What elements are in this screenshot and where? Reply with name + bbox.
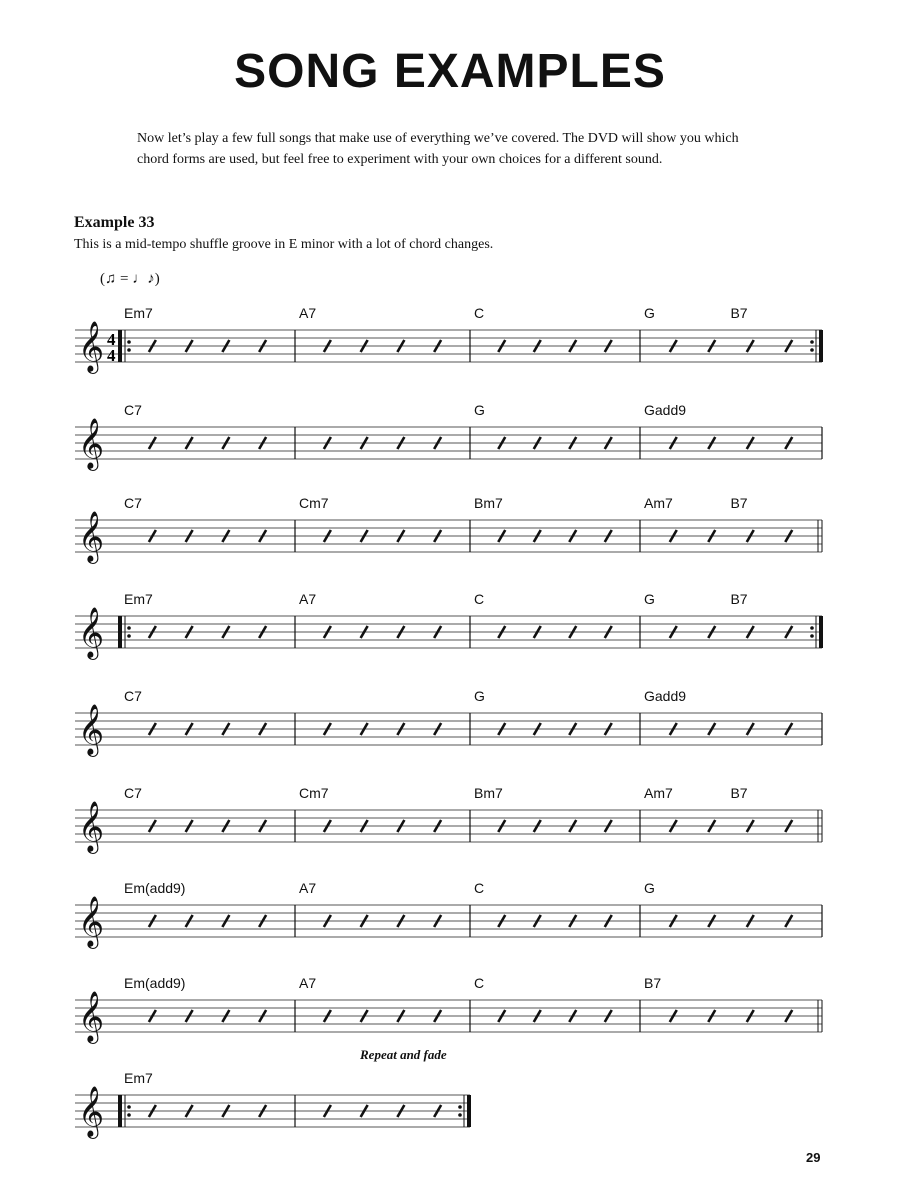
- chord-symbol: A7: [299, 305, 317, 321]
- chord-symbol: C: [474, 880, 485, 896]
- swing-marking: (♫ = ♩♪): [100, 271, 160, 287]
- chord-symbol: Em7: [124, 305, 153, 321]
- repeat-end-thick-bar: [819, 616, 823, 648]
- repeat-end-thick-bar: [819, 330, 823, 362]
- chord-symbol: B7: [730, 591, 748, 607]
- chord-symbol: B7: [730, 305, 748, 321]
- chord-symbol: G: [644, 591, 655, 607]
- chord-symbol: C7: [124, 495, 142, 511]
- chord-symbol: Cm7: [299, 495, 329, 511]
- treble-clef-icon: 𝄞: [78, 1086, 105, 1137]
- staff-system: [75, 785, 822, 854]
- chord-symbol: C7: [124, 785, 142, 801]
- intro-paragraph: Now let’s play a few full songs that make use of everything we’ve covered. The DVD will show you which chord forms are used, but feel free to experiment with your own choices for a different sound.: [137, 131, 739, 167]
- treble-clef-icon: 𝄞: [78, 321, 105, 372]
- repeat-start-thick-bar: [118, 1095, 122, 1127]
- treble-clef-icon: 𝄞: [78, 511, 105, 562]
- chord-symbol: Bm7: [474, 785, 503, 801]
- repeat-dot: [127, 1113, 131, 1117]
- repeat-start-thick-bar: [118, 616, 122, 648]
- chord-symbol: G: [474, 688, 485, 704]
- staff-system: [75, 1047, 471, 1139]
- chord-symbol: C7: [124, 402, 142, 418]
- repeat-dot: [810, 626, 814, 630]
- time-signature-bottom: 4: [107, 346, 116, 365]
- chord-symbol: B7: [644, 975, 662, 991]
- example-description: This is a mid-tempo shuffle groove in E minor with a lot of chord changes.: [74, 237, 494, 252]
- treble-clef-icon: 𝄞: [78, 607, 105, 658]
- repeat-and-fade-label: Repeat and fade: [360, 1047, 447, 1062]
- staff-system: [75, 305, 823, 374]
- repeat-dot: [127, 340, 131, 344]
- repeat-dot: [810, 634, 814, 638]
- chord-symbol: B7: [730, 785, 748, 801]
- chord-symbol: C: [474, 305, 485, 321]
- treble-clef-icon: 𝄞: [78, 704, 105, 755]
- chord-symbol: Cm7: [299, 785, 329, 801]
- page-title: SONG EXAMPLES: [234, 45, 666, 98]
- chord-symbol: A7: [299, 880, 317, 896]
- chord-symbol: A7: [299, 975, 317, 991]
- treble-clef-icon: 𝄞: [78, 991, 105, 1042]
- chord-symbol: Am7: [644, 495, 673, 511]
- page-number: 29: [806, 1150, 821, 1165]
- repeat-dot: [127, 348, 131, 352]
- chord-symbol: G: [644, 880, 655, 896]
- staff-system: [75, 975, 822, 1044]
- chord-symbol: G: [474, 402, 485, 418]
- treble-clef-icon: 𝄞: [78, 418, 105, 469]
- chord-symbol: Em(add9): [124, 880, 186, 896]
- time-signature-top: 4: [107, 330, 116, 349]
- chord-symbol: Gadd9: [644, 688, 687, 704]
- treble-clef-icon: 𝄞: [78, 801, 105, 852]
- chord-symbol: C7: [124, 688, 142, 704]
- chord-symbol: G: [644, 305, 655, 321]
- staff-system: [75, 495, 822, 564]
- repeat-dot: [810, 340, 814, 344]
- chord-symbol: Em7: [124, 591, 153, 607]
- chord-symbol: A7: [299, 591, 317, 607]
- repeat-dot: [127, 634, 131, 638]
- repeat-end-thick-bar: [467, 1095, 471, 1127]
- example-title: Example 33: [74, 214, 155, 231]
- repeat-start-thick-bar: [118, 330, 122, 362]
- chord-symbol: Am7: [644, 785, 673, 801]
- chord-symbol: C: [474, 975, 485, 991]
- chord-symbol: Em7: [124, 1070, 153, 1086]
- chord-symbol: Em(add9): [124, 975, 186, 991]
- repeat-dot: [458, 1105, 462, 1109]
- chord-symbol: B7: [730, 495, 748, 511]
- repeat-dot: [810, 348, 814, 352]
- treble-clef-icon: 𝄞: [78, 896, 105, 947]
- staff-system: [75, 591, 823, 660]
- staff-system: [75, 402, 822, 471]
- chord-symbol: Bm7: [474, 495, 503, 511]
- chord-symbol: C: [474, 591, 485, 607]
- repeat-dot: [127, 1105, 131, 1109]
- staff-system: [75, 880, 822, 949]
- chord-symbol: Gadd9: [644, 402, 687, 418]
- repeat-dot: [458, 1113, 462, 1117]
- repeat-dot: [127, 626, 131, 630]
- staff-system: [75, 688, 822, 757]
